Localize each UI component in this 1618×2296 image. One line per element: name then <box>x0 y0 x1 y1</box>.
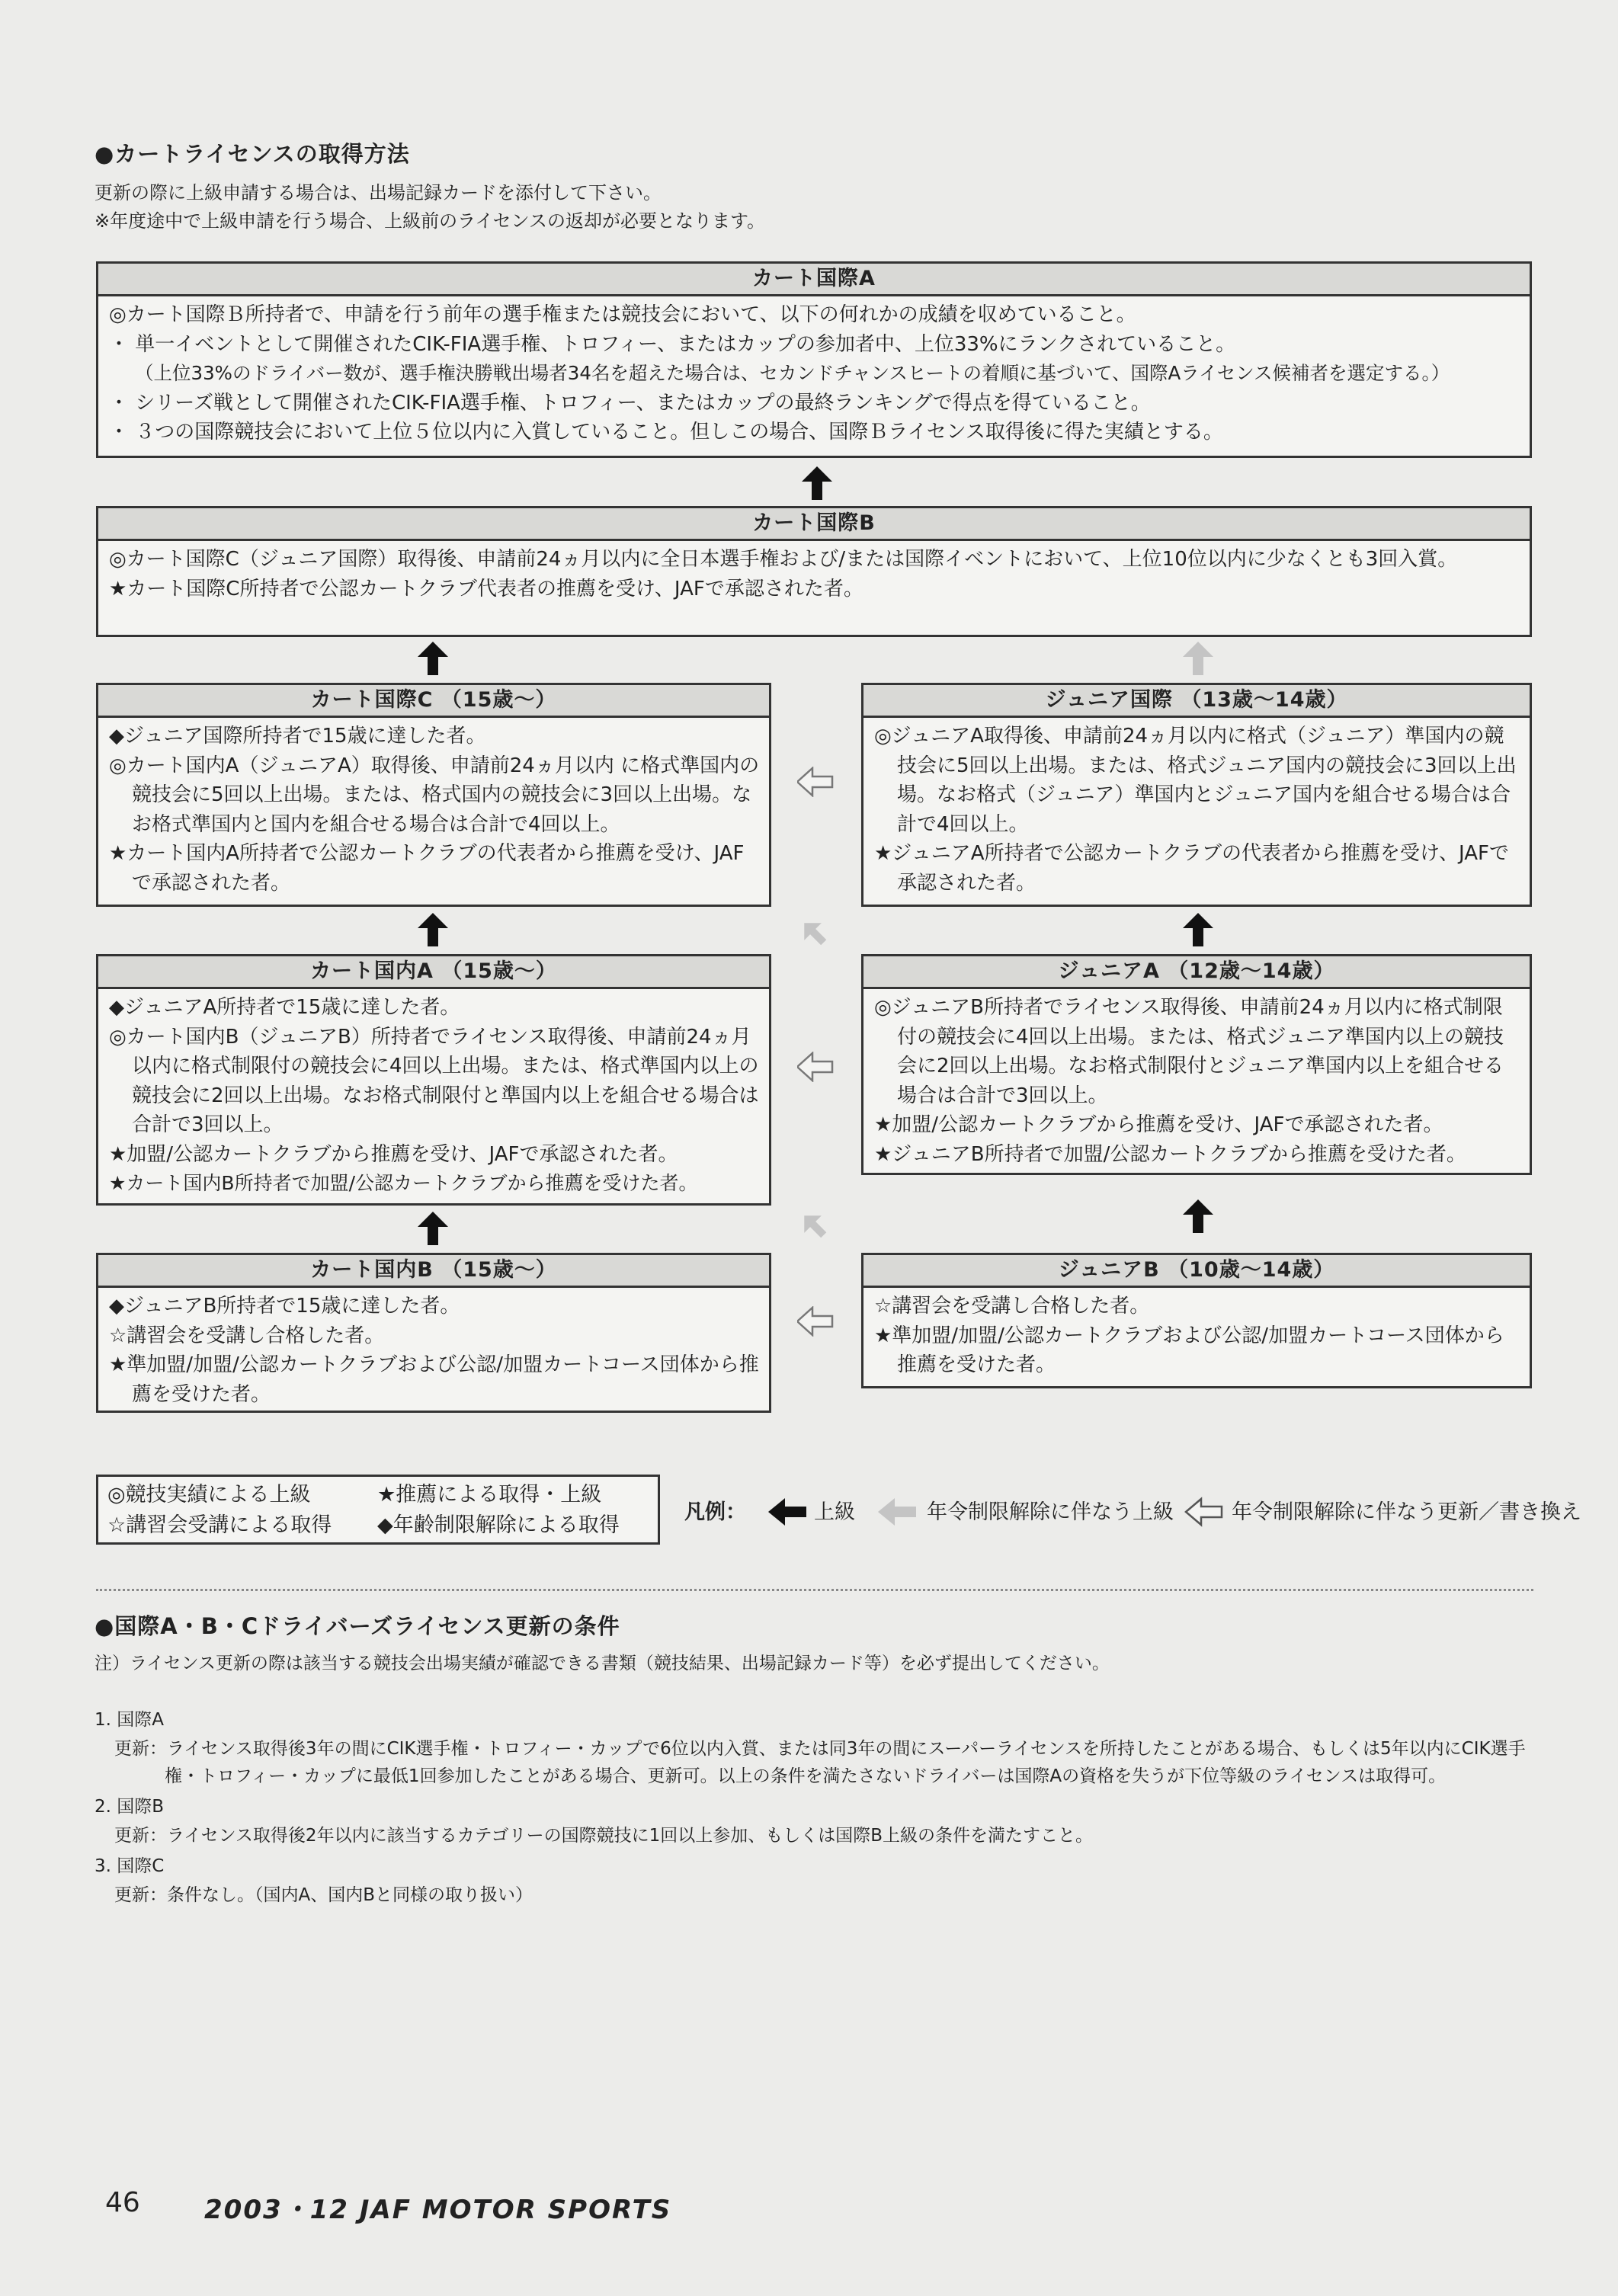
age-upgrade-diagonal-arrow-icon <box>799 917 829 948</box>
requirement-line: ☆講習会を受講し合格した者。 <box>109 1324 385 1347</box>
box-junior-b <box>861 1253 1532 1388</box>
requirement-line: ★カート国内B所持者で加盟/公認カートクラブから推薦を受けた者。 <box>109 1172 698 1194</box>
legend-age-upgrade-arrow-icon <box>878 1497 918 1527</box>
renewal-item-label: 3. 国際C <box>95 1856 165 1876</box>
box-kart-domestic-b <box>96 1253 771 1413</box>
box-title: ジュニア国際 （13歳～14歳） <box>863 685 1530 718</box>
legend-symbol-item: ☆講習会受講による取得 <box>107 1513 332 1537</box>
age-upgrade-diagonal-arrow-icon <box>799 1210 829 1241</box>
requirement-line: ◎ジュニアB所持者でライセンス取得後、申請前24ヵ月以内に格式制限付の競技会に4回以上出場。または、格式ジュニア準国内以上の競技会に2回以上出場。なお格式制限付とジュニア準国内以上を組合せる場合は合計で3回以上。 <box>874 996 1504 1107</box>
legend-renewal-arrow-icon <box>1184 1497 1224 1527</box>
note-line-1: 更新の際に上級申請する場合は、出場記録カードを添付して下さい。 <box>95 182 662 203</box>
renewal-item-label: 2. 国際B <box>95 1797 165 1817</box>
legend-label: 凡例： <box>684 1500 746 1524</box>
box-kart-international-c <box>96 683 771 907</box>
renewal-item-text: 更新：条件なし。（国内A、国内Bと同様の取り扱い） <box>114 1885 533 1905</box>
box-title: カート国際A <box>98 264 1530 296</box>
box-title: ジュニアB （10歳～14歳） <box>863 1255 1530 1288</box>
requirement-line: ◎カート国際Ｂ所持者で、申請を行う前年の選手権または競技会において、以下の何れかの成績を収めていること。 <box>109 303 1136 326</box>
box-title: ジュニアA （12歳～14歳） <box>863 956 1530 989</box>
legend-upgrade-arrow-icon <box>768 1497 808 1527</box>
requirement-line: ★加盟/公認カートクラブから推薦を受け、JAFで承認された者。 <box>874 1113 1443 1136</box>
legend-age-upgrade-label: 年令制限解除に伴なう上級 <box>927 1500 1174 1524</box>
upgrade-arrow-icon <box>1183 913 1213 946</box>
page-number: 46 <box>105 2187 140 2218</box>
requirement-line: ★ジュニアB所持者で加盟/公認カートクラブから推薦を受けた者。 <box>874 1142 1466 1166</box>
renewal-item-text: 権・トロフィー・カップに最低1回参加したことがある場合、更新可。以上の条件を満たさないドライバーは国際Aの資格を失うが下位等級のライセンスは取得可。 <box>165 1766 1447 1786</box>
box-junior-a <box>861 954 1532 1175</box>
upgrade-arrow-icon <box>418 642 448 675</box>
age-upgrade-arrow-icon <box>1183 642 1213 675</box>
requirement-line: ★カート国内A所持者で公認カートクラブの代表者から推薦を受け、JAFで承認された者。 <box>109 842 745 895</box>
section-divider <box>96 1589 1533 1591</box>
magazine-footer: 2003・12 JAF MOTOR SPORTS <box>204 2195 672 2225</box>
upgrade-arrow-icon <box>802 466 832 500</box>
legend-symbol-item: ◆年齢制限解除による取得 <box>377 1513 620 1537</box>
legend-symbols-box <box>96 1475 660 1545</box>
requirement-line: ☆講習会を受講し合格した者。 <box>874 1295 1150 1318</box>
requirement-line: ・ ３つの国際競技会において上位５位以内に入賞していること。但しこの場合、国際Ｂライセンス取得後に得た実績とする。 <box>109 421 1223 444</box>
requirement-line: ◎カート国際C（ジュニア国際）取得後、申請前24ヵ月以内に全日本選手権および/または国際イベントにおいて、上位10位以内に少なくとも3回入賞。 <box>109 548 1458 571</box>
renewal-arrow-icon <box>797 767 834 797</box>
requirement-line: ★カート国際C所持者で公認カートクラブ代表者の推薦を受け、JAFで承認された者。 <box>109 577 863 600</box>
section-heading-renewal-conditions: ●国際A・B・Cドライバーズライセンス更新の条件 <box>95 1613 620 1639</box>
upgrade-arrow-icon <box>1183 1199 1213 1233</box>
requirement-line: ◎カート国内B（ジュニアB）所持者でライセンス取得後、申請前24ヵ月以内に格式制限付の競技会に4回以上出場。または、格式準国内以上の競技会に2回以上出場。なお格式制限付と準国内以上を組合せる場合は合計で3回以上。 <box>109 1025 759 1136</box>
box-junior-international <box>861 683 1532 907</box>
box-title: カート国内A （15歳～） <box>98 956 769 989</box>
requirement-line: ★準加盟/加盟/公認カートクラブおよび公認/加盟カートコース団体から推薦を受けた者。 <box>109 1353 759 1406</box>
requirement-line: ・ シリーズ戦として開催されたCIK-FIA選手権、トロフィー、またはカップの最終ランキングで得点を得ていること。 <box>109 391 1151 415</box>
box-title: カート国際B <box>98 508 1530 541</box>
renewal-arrow-icon <box>797 1052 834 1082</box>
requirement-line: ★加盟/公認カートクラブから推薦を受け、JAFで承認された者。 <box>109 1142 678 1166</box>
note-line-2: ※年度途中で上級申請を行う場合、上級前のライセンスの返却が必要となります。 <box>95 210 766 232</box>
renewal-item-text: 更新：ライセンス取得後3年の間にCIK選手権・トロフィー・カップで6位以内入賞、または同3年の間にスーパーライセンスを所持したことがある場合、もしくは5年以内にCIK選手 <box>114 1739 1526 1759</box>
upgrade-arrow-icon <box>418 913 448 946</box>
renewal-item-label: 1. 国際A <box>95 1710 164 1730</box>
box-title: カート国際C （15歳～） <box>98 685 769 718</box>
renewal-item-text: 更新：ライセンス取得後2年以内に該当するカテゴリーの国際競技に1回以上参加、もしくは国際B上級の条件を満たすこと。 <box>114 1826 1094 1846</box>
requirement-line: ・ 単一イベントとして開催されたCIK-FIA選手権、トロフィー、またはカップの参加者中、上位33%にランクされていること。 <box>109 332 1236 356</box>
requirement-line: ◎カート国内A（ジュニアA）取得後、申請前24ヵ月以内 に格式準国内の競技会に5回以上出場。または、格式国内の競技会に3回以上出場。なお格式準国内と国内を組合せる場合は合計で4回以上。 <box>109 754 760 836</box>
upgrade-arrow-icon <box>418 1212 448 1245</box>
box-title: カート国内B （15歳～） <box>98 1255 769 1288</box>
renewal-arrow-icon <box>797 1306 834 1337</box>
renewal-note: 注）ライセンス更新の際は該当する競技会出場実績が確認できる書類（競技結果、出場記録カード等）を必ず提出してください。 <box>95 1654 1110 1673</box>
requirement-line: ◆ジュニアB所持者で15歳に達した者。 <box>109 1295 460 1318</box>
legend-symbol-item: ◎競技実績による上級 <box>107 1483 311 1507</box>
section-heading-license-acquisition: ●カートライセンスの取得方法 <box>95 141 410 167</box>
requirement-line: ★準加盟/加盟/公認カートクラブおよび公認/加盟カートコース団体から推薦を受けた者。 <box>874 1324 1504 1376</box>
requirement-line: ★ジュニアA所持者で公認カートクラブの代表者から推薦を受け、JAFで承認された者。 <box>874 842 1509 895</box>
box-kart-international-a <box>96 261 1532 458</box>
box-kart-domestic-a <box>96 954 771 1206</box>
requirement-line: ◎ジュニアA取得後、申請前24ヵ月以内に格式（ジュニア）準国内の競技会に5回以上出場。または、格式ジュニア国内の競技会に3回以上出場。なお格式（ジュニア）準国内とジュニア国内を組合せる場合は合計で4回以上。 <box>874 725 1517 836</box>
box-kart-international-b <box>96 506 1532 637</box>
legend-upgrade-label: 上級 <box>814 1500 855 1524</box>
requirement-line: （上位33%のドライバー数が、選手権決勝戦出場者34名を超えた場合は、セカンドチャンスヒートの着順に基づいて、国際Aライセンス候補者を選定する。） <box>135 362 1450 384</box>
legend-renewal-label: 年令制限解除に伴なう更新／書き換え <box>1232 1500 1581 1524</box>
requirement-line: ◆ジュニア国際所持者で15歳に達した者。 <box>109 725 486 748</box>
requirement-line: ◆ジュニアA所持者で15歳に達した者。 <box>109 996 460 1019</box>
legend-symbol-item: ★推薦による取得・上級 <box>377 1483 602 1507</box>
